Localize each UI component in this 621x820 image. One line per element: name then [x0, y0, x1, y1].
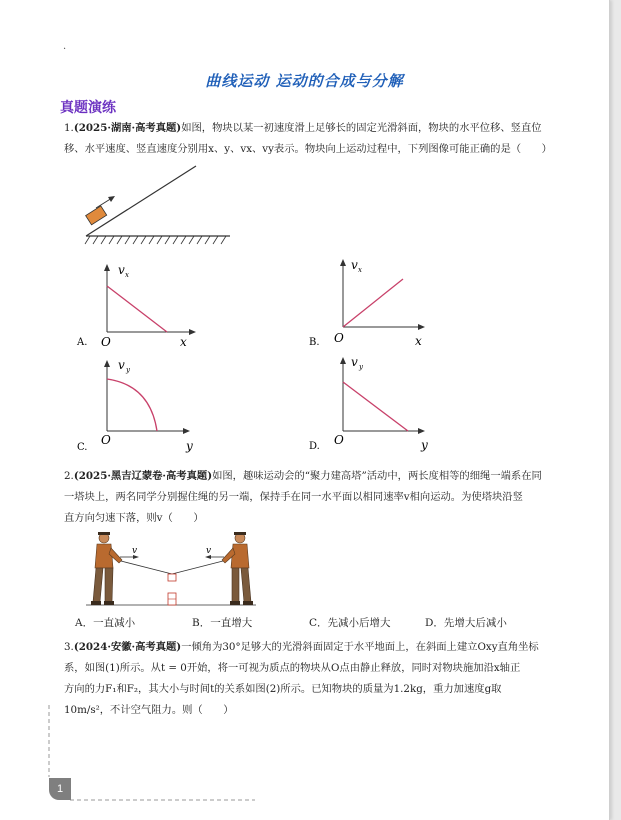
page-number: 1 — [49, 778, 71, 800]
a-ysub: x — [125, 271, 129, 279]
question-2-text — [64, 466, 564, 529]
page-margin-decoration — [40, 705, 260, 810]
b-ylabel: v — [351, 258, 358, 272]
option-d-label: D. — [309, 441, 320, 452]
q3-line1: 一倾角为30°足够大的光滑斜面固定于水平地面上，在斜面上建立Oxy直角坐标 — [181, 641, 539, 653]
question-1-text — [64, 118, 564, 160]
q1-number: 1. — [64, 122, 74, 134]
q2-line3: 直方向匀速下落，则v（ ） — [64, 512, 204, 524]
page-title: 曲线运动 运动的合成与分解 — [205, 72, 404, 90]
d-origin: O — [334, 433, 344, 447]
q3-line4: 10m/s²，不计空气阻力。则（ ） — [64, 704, 234, 716]
b-ysub: x — [358, 266, 362, 274]
d-ylabel: v — [351, 355, 358, 369]
q2-number: 2. — [64, 470, 74, 482]
graph-option-d — [303, 352, 443, 455]
q2-option-d: D．先增大后减小 — [425, 617, 507, 629]
left-v-label: v — [132, 546, 138, 556]
q2-option-b: B．一直增大 — [192, 617, 253, 629]
a-origin: O — [101, 335, 111, 349]
a-ylabel: v — [118, 263, 125, 277]
graph-option-b — [303, 255, 443, 350]
d-ysub: y — [359, 363, 363, 371]
b-origin: O — [334, 331, 344, 345]
c-ylabel: v — [118, 358, 125, 372]
option-c-label: C. — [77, 442, 88, 453]
c-xlabel: y — [186, 439, 193, 453]
a-xlabel: x — [180, 335, 187, 349]
q1-line1: 如图，物块以某一初速度滑上足够长的固定光滑斜面，物块的水平位移、竖直位 — [181, 122, 542, 134]
q2-line1: 如图，趣味运动会的“聚力建高塔”活动中，两长度相等的细绳一端系在同 — [212, 470, 542, 482]
q2-option-a: A．一直减小 — [75, 617, 136, 629]
q2-line2: 一塔块上，两名同学分别握住绳的另一端，保持手在同一水平面以相同速率v相向运动。为使塔块沿竖 — [64, 491, 523, 503]
d-xlabel: y — [421, 438, 428, 452]
graph-option-a — [70, 260, 210, 350]
q3-number: 3. — [64, 641, 74, 653]
block-shape — [86, 206, 107, 225]
c-origin: O — [101, 433, 111, 447]
section-heading: 真题演练 — [60, 100, 116, 116]
b-xlabel: x — [415, 334, 422, 348]
q3-line2: 系，如图(1)所示。从t = 0开始，将一可视为质点的物块从O点由静止释放，同时对物块施加沿x轴正 — [64, 662, 521, 674]
left-student-figure — [91, 532, 122, 605]
incline-figure — [80, 160, 240, 250]
graph-option-c — [70, 355, 210, 455]
q3-source: (2024·安徽·高考真题) — [73, 641, 182, 653]
tower-block-top — [168, 574, 176, 581]
q2-option-c: C．先减小后增大 — [309, 617, 391, 629]
q3-line3: 方向的力F₁和F₂，其大小与时间t的关系如图(2)所示。已知物块的质量为1.2kg，重力加速度g取 — [64, 683, 502, 695]
q1-line2: 移、水平速度、竖直速度分别用x、y、vx、vy表示。物块向上运动过程中，下列图像可能正确的是（ ） — [64, 143, 552, 155]
right-student-figure — [222, 532, 253, 605]
option-b-label: B. — [309, 337, 320, 348]
corner-dot: · — [63, 44, 67, 55]
right-v-label: v — [206, 546, 212, 556]
option-a-label: A. — [77, 337, 88, 348]
tower-activity-figure — [86, 528, 258, 608]
q1-source: (2025·湖南·高考真题) — [73, 122, 182, 134]
q2-source: (2025·黑吉辽蒙卷·高考真题) — [73, 470, 213, 482]
c-ysub: y — [126, 366, 130, 374]
